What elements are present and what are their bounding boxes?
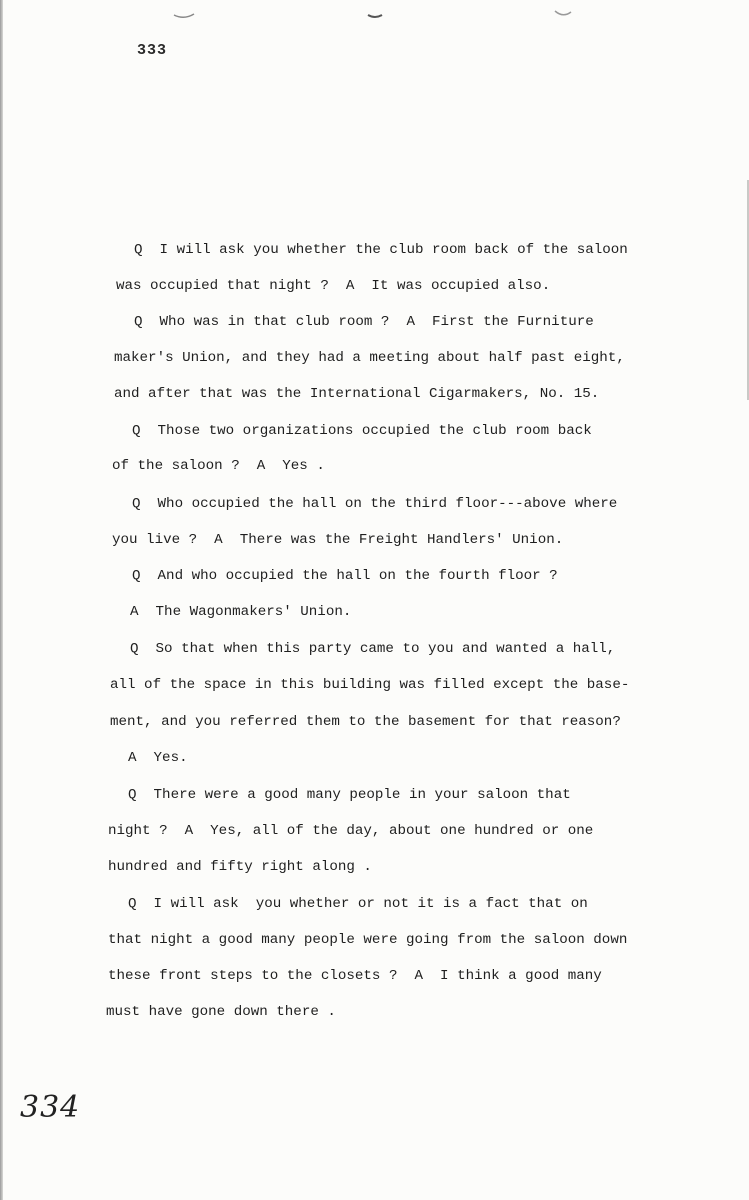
transcript-line: Q I will ask you whether or not it is a fact that on [128,896,588,912]
binding-hole-mark [366,6,384,20]
binding-hole-mark [553,6,573,20]
page-left-edge [0,0,3,1200]
transcript-line: Q Those two organizations occupied the club room back [132,423,592,439]
transcript-line: must have gone down there . [106,1004,336,1020]
transcript-line: night ? A Yes, all of the day, about one hundred or one [108,823,594,839]
transcript-line: maker's Union, and they had a meeting about half past eight, [114,350,625,366]
transcript-line: A The Wagonmakers' Union. [130,604,352,620]
transcript-line: of the saloon ? A Yes . [112,458,325,474]
transcript-line: that night a good many people were going from the saloon down [108,932,628,948]
transcript-line: Q Who occupied the hall on the third floor---above where [132,496,618,512]
transcript-line: hundred and fifty right along . [108,859,372,875]
transcript-line: and after that was the International Cigarmakers, No. 15. [114,386,600,402]
transcript-line: all of the space in this building was filled except the base- [110,677,630,693]
transcript-line: ment, and you referred them to the basement for that reason? [110,714,621,730]
binding-hole-mark [172,6,196,20]
transcript-line: these front steps to the closets ? A I think a good many [108,968,602,984]
transcript-line: Q I will ask you whether the club room back of the saloon [134,242,628,258]
transcript-line: Q So that when this party came to you and wanted a hall, [130,641,616,657]
transcript-line: you live ? A There was the Freight Handlers' Union. [112,532,564,548]
transcript-line: Q Who was in that club room ? A First the Furniture [134,314,594,330]
page-number: 333 [137,42,168,59]
transcript-line: Q And who occupied the hall on the fourth floor ? [132,568,558,584]
transcript-line: A Yes. [128,750,188,766]
transcript-line: was occupied that night ? A It was occupied also. [116,278,551,294]
handwritten-page-number: 334 [20,1090,81,1125]
transcript-line: Q There were a good many people in your saloon that [128,787,571,803]
